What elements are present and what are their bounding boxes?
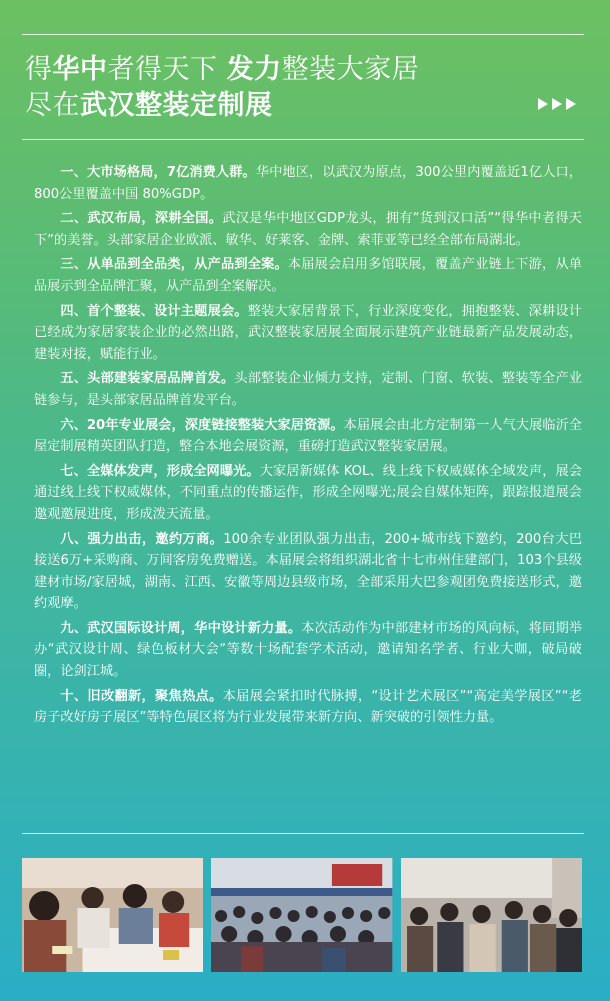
feature-title: 八、强力出击，邀约万商。: [60, 531, 224, 547]
feature-paragraph: [34, 254, 582, 297]
feature-paragraph: [34, 208, 582, 251]
feature-paragraph: [34, 529, 582, 615]
feature-paragraph: [34, 162, 582, 205]
feature-text: 整装大家居背景下，行业深度变化，拥抱整装、深耕设计已经成为家居家装企业的必然出路，武汉整装家居展全面展示建筑产业链最新产品发展动态，建装对接，赋能行业。: [34, 303, 582, 362]
feature-paragraph: [34, 686, 582, 729]
photos-divider: [22, 833, 584, 834]
headline-text: 者得天下: [107, 54, 227, 85]
headline-text: 整装大家居: [281, 54, 420, 85]
feature-text: 100余专业团队强力出击，200+城市线下邀约，200台大巴接送6万+采购商、万间客房免费赠送。本届展会将组织湖北省十七市州住建部门，103个县级建材市场/家居城，湖南、江西、安徽等周边县级市场，全部采用大巴参观团免费接送形式，邀约观摩。: [34, 531, 583, 612]
feature-text: 本次活动作为中部建材市场的风向标，将同期举办“武汉设计周、绿色板材大会”等数十场配套学术活动，邀请知名学者、行业大咖，破局破圈，论剑江城。: [34, 620, 583, 680]
chevron-right-icon: [552, 98, 562, 110]
feature-paragraph: [34, 368, 582, 411]
feature-text: 本届展会紧扣时代脉搏，“设计艺术展区”“高定美学展区”“老房子改好房子展区”等特色展区将为行业发展带来新方向、新突破的引领性力量。: [34, 688, 582, 726]
feature-text: 大家居新媒体 KOL、线上线下权威媒体全域发声，展会通过线上线下权威媒体，不同重点的传播运作，形成全网曝光;展会自媒体矩阵，跟踪报道展会邀观邀展进度，形成泼天流量。: [34, 463, 583, 522]
headline-text: 尽在: [25, 90, 80, 121]
photo-strip: [22, 858, 582, 972]
headline-line-1: [25, 53, 419, 87]
chevron-right-icon: [538, 98, 548, 110]
feature-title: 五、头部建装家居品牌首发。: [60, 371, 235, 387]
headline-emphasis: 武汉整装定制展: [80, 90, 273, 121]
feature-text: 华中地区，以武汉为原点，300公里内覆盖近1亿人口，800公里覆盖中国 80%GDP。: [34, 165, 582, 202]
feature-title: 十、旧改翻新，聚焦热点。: [60, 688, 223, 704]
feature-paragraph: [34, 415, 582, 458]
feature-title: 七、全媒体发声，形成全网曝光。: [60, 463, 260, 479]
feature-title: 一、大市场格局，7亿消费人群。: [60, 165, 256, 180]
headline-emphasis: 发力: [226, 54, 282, 85]
headline-emphasis: 华中: [52, 54, 108, 85]
headline-line-2: [25, 89, 273, 123]
chevron-right-icon: [566, 98, 576, 110]
photo-hall-crowd: [211, 858, 392, 972]
headline-divider: [22, 139, 584, 140]
headline-text: 得: [25, 54, 53, 85]
feature-paragraph: [34, 618, 582, 683]
feature-title: 九、武汉国际设计周，华中设计新力量。: [60, 620, 302, 636]
feature-list: [34, 162, 582, 732]
feature-title: 四、首个整装、设计主题展会。: [60, 303, 248, 319]
feature-title: 二、武汉布局，深耕全国。: [60, 211, 223, 227]
feature-paragraph: [34, 461, 582, 526]
photo-visitors: [401, 858, 582, 972]
feature-title: 六、20年专业展会，深度链接整装大家居资源。: [60, 417, 344, 433]
top-divider: [22, 34, 584, 35]
triple-chevron-right-icon: [538, 98, 576, 110]
photo-booth-crowd: [22, 858, 203, 972]
feature-text: 本届展会由北方定制第一人气大展临沂全屋定制展精英团队打造，整合本地会展资源，重磅打造武汉整装家居展。: [34, 417, 582, 455]
feature-paragraph: [34, 301, 582, 366]
feature-text: 本届展会启用多馆联展，覆盖产业链上下游，从单品展示到全品牌汇聚，从产品到全案解决。: [34, 257, 582, 294]
feature-text: 头部整装企业倾力支持，定制、门窗、软装、整装等全产业链参与，是头部家居品牌首发平台。: [34, 371, 583, 408]
feature-text: 武汉是华中地区GDP龙头，拥有“货到汉口活”“得华中者得天下”的美誉。头部家居企业欧派、敏华、好莱客、金牌、索菲亚等已经全部布局湖北。: [34, 211, 582, 248]
feature-title: 三、从单品到全品类，从产品到全案。: [60, 257, 288, 273]
